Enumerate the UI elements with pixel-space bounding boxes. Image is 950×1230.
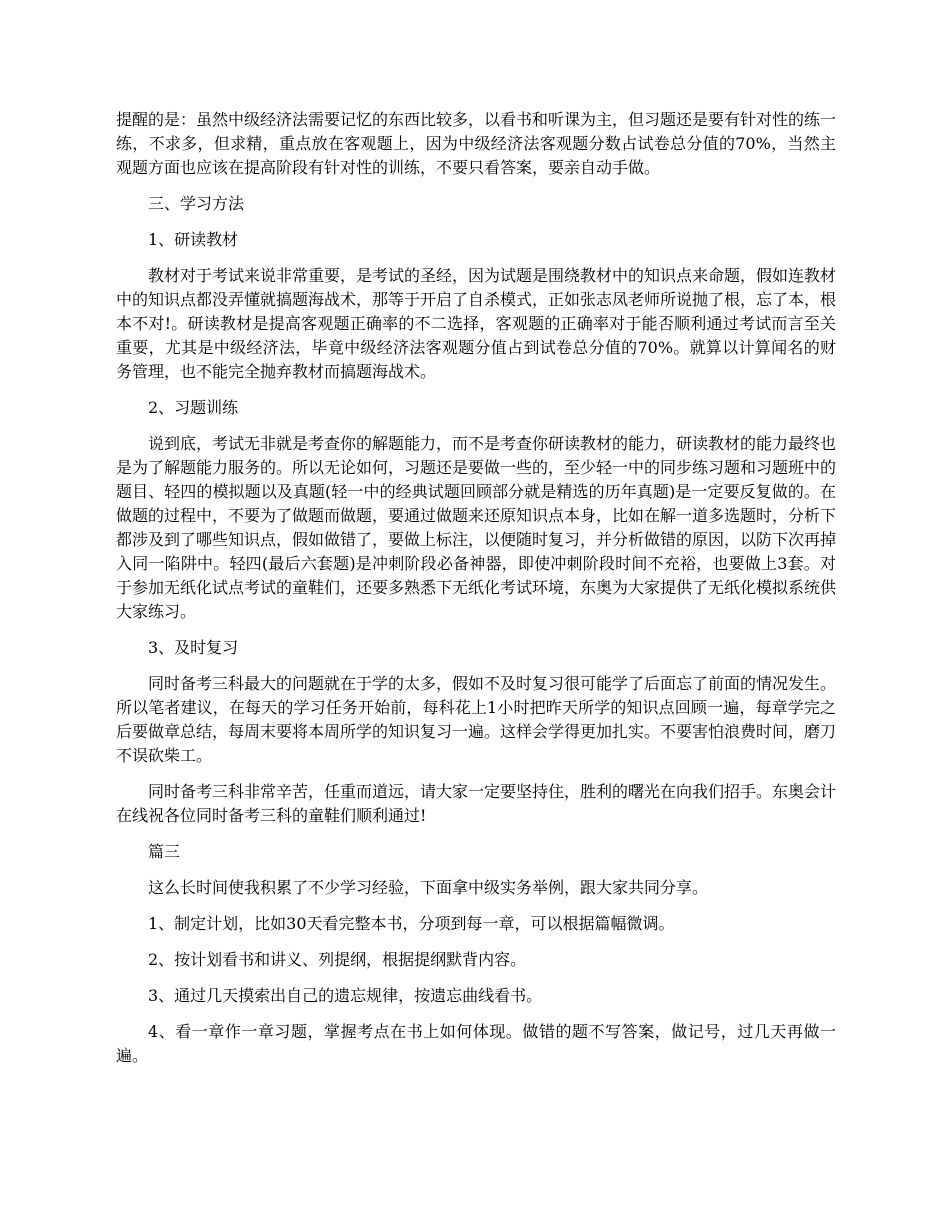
section-heading-study-methods: 三、学习方法: [148, 194, 245, 213]
paragraph-exercise-training: 说到底，考试无非就是考查你的解题能力，而不是考查你研读教材的能力，研读教材的能力最终也是为了解题能力服务的。所以无论如何，习题还是要做一些的，至少轻一中的同步练习题和习题班中的题目、轻四的模拟题以及真题(轻一中的经典试题回顾部分就是精选的历年真题)是一定要反复做的。在做题的过程中，不要为了做题而做题，要通过做题来还原知识点本身，比如在解一道多选题时，分析下都涉及到了哪些知识点，假如做错了，要做上标注，以便随时复习，并分析做错的原因，以防下次再掉入同一陷阱中。轻四(最后六套题)是冲刺阶段必备神器，即使冲刺阶段时间不充裕，也要做上3套。对于参加无纸化试点考试的童鞋们，还要多熟悉下无纸化考试环境，东奥为大家提供了无纸化模拟系统供大家练习。: [116, 434, 837, 621]
document-page: [116, 108, 836, 1080]
paragraph-experience-intro: 这么长时间使我积累了不少学习经验，下面拿中级实务举例，跟大家共同分享。: [148, 878, 709, 897]
subheading-read-textbook: 1、研读教材: [148, 230, 239, 249]
list-item-forgetting-curve: 3、通过几天摸索出自己的遗忘规律，按遗忘曲线看书。: [148, 986, 543, 1005]
paragraph-timely-review: 同时备考三科最大的问题就在于学的太多，假如不及时复习很可能学了后面忘了前面的情况发生。所以笔者建议，在每天的学习任务开始前，每科花上1小时把昨天所学的知识点回顾一遍，每章学完之后要做章总结，每周末要将本周所学的知识复习一遍。这样会学得更加扎实。不要害怕浪费时间，磨刀不误砍柴工。: [116, 674, 837, 765]
section-heading-part-three: 篇三: [148, 842, 181, 861]
list-item-follow-plan: 2、按计划看书和讲义、列提纲，根据提纲默背内容。: [148, 950, 527, 969]
list-item-chapter-exercises: 4、看一章作一章习题，掌握考点在书上如何体现。做错的题不写答案，做记号，过几天再做一遍。: [116, 1022, 836, 1065]
paragraph-read-textbook: 教材对于考试来说非常重要，是考试的圣经，因为试题是围绕教材中的知识点来命题，假如连教材中的知识点都没弄懂就搞题海战术，那等于开启了自杀模式，正如张志凤老师所说抛了根，忘了本，根本不对!。研读教材是提高客观题正确率的不二选择，客观题的正确率对于能否顺利通过考试而言至关重要，尤其是中级经济法，毕竟中级经济法客观题分值占到试卷总分值的70%。就算以计算闻名的财务管理，也不能完全抛弃教材而搞题海战术。: [116, 266, 837, 381]
subheading-timely-review: 3、及时复习: [148, 638, 239, 657]
paragraph-encouragement: 同时备考三科非常辛苦，任重而道远，请大家一定要坚持住，胜利的曙光在向我们招手。东奥会计在线祝各位同时备考三科的童鞋们顺利通过!: [116, 782, 837, 825]
paragraph-intro: 提醒的是：虽然中级经济法需要记忆的东西比较多，以看书和听课为主，但习题还是要有针对性的练一练，不求多，但求精，重点放在客观题上，因为中级经济法客观题分数占试卷总分值的70%，当然主观题方面也应该在提高阶段有针对性的训练，不要只看答案，要亲自动手做。: [116, 110, 837, 177]
list-item-make-plan: 1、制定计划，比如30天看完整本书，分项到每一章，可以根据篇幅微调。: [148, 914, 675, 933]
subheading-exercise-training: 2、习题训练: [148, 398, 239, 417]
